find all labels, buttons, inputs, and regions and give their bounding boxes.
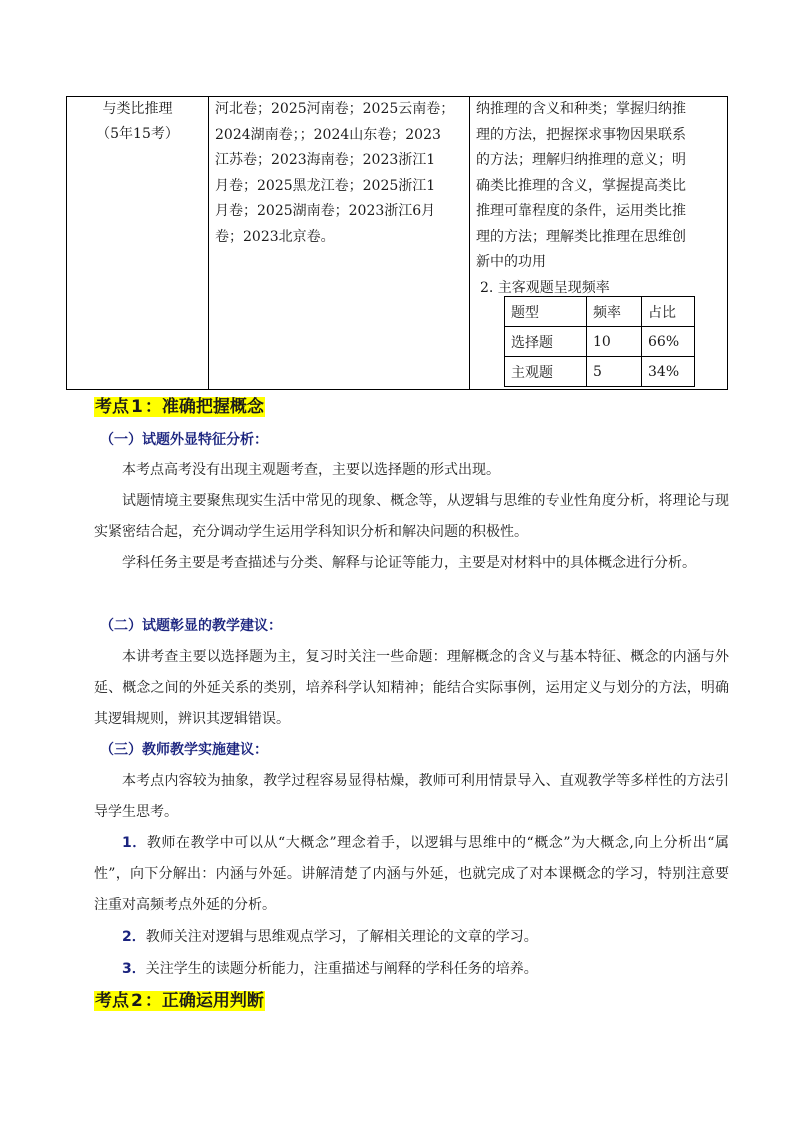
list-item: 2．教师关注对逻辑与思维观点学习，了解相关理论的文章的学习。 — [122, 929, 538, 945]
subheading-features: （一）试题外显特征分析： — [100, 432, 268, 448]
subheading-implementation: （三）教师教学实施建议： — [100, 742, 268, 758]
table-cell-exams — [215, 97, 469, 250]
requirement-line: 确类比推理的含义，掌握提高类比 — [476, 177, 686, 194]
table-cell: 主观题 — [505, 357, 587, 387]
exam-line: 2024湖南卷；；2024山东卷；2023 — [215, 126, 441, 143]
exam-line: 江苏卷；2023海南卷；2023浙江1 — [215, 152, 436, 168]
table-cell: 选择题 — [505, 327, 587, 357]
table-column-divider — [208, 97, 209, 389]
requirement-line: 推理可靠程度的条件，运用类比推 — [476, 203, 686, 219]
requirement-line: 纳推理的含义和种类；掌握归纳推 — [476, 101, 686, 117]
table-cell-requirements — [476, 97, 726, 301]
table-cell: 34% — [642, 357, 695, 387]
requirement-line: 新中的功用 — [476, 254, 546, 270]
table-cell: 66% — [642, 327, 695, 357]
section-heading-1: 考点 1 ：准确把握概念 — [95, 397, 264, 417]
requirement-line: 理的方法，把握探求事物因果联系 — [476, 126, 686, 143]
table-row — [505, 327, 695, 357]
table-row — [505, 357, 695, 387]
frequency-table — [504, 296, 695, 387]
list-item: 3．关注学生的读题分析能力，注重描述与阐释的学科任务的培养。 — [122, 961, 538, 977]
exam-line: 卷；2023北京卷。 — [215, 228, 335, 245]
paragraph: 本考点内容较为抽象，教学过程容易显得枯燥，教师可利用情景导入、直观教学等多样性的方法引导学生思考。 — [94, 773, 729, 820]
exam-line: 月卷；2025湖南卷；2023浙江6月 — [215, 203, 436, 219]
topic-name: 与类比推理 — [102, 101, 173, 117]
exam-line: 月卷；2025黑龙江卷；2025浙江1 — [215, 177, 436, 194]
paragraph: 学科任务主要是考查描述与分类、解释与论证等能力，主要是对材料中的具体概念进行分析。 — [122, 555, 696, 571]
list-item: 1．教师在教学中可以从“大概念”理念着手，以逻辑与思维中的“概念”为大概念,向上分析出“属性”，向下分解出：内涵与外延。讲解清楚了内涵与外延，也就完成了对本课概念的学习，特别注意要注重对高频考点外延的分析。 — [94, 835, 730, 913]
table-cell-topic — [67, 97, 208, 147]
table-header-cell: 频率 — [587, 297, 642, 327]
subheading-suggestions: （二）试题彰显的教学建议： — [100, 618, 282, 634]
table-header-cell: 占比 — [642, 297, 695, 327]
frequency-title: 2. 主客观题呈现频率 — [480, 279, 610, 296]
table-cell: 10 — [587, 327, 642, 357]
requirement-line: 的方法；理解归纳推理的意义；明 — [476, 152, 686, 168]
table-header-cell: 题型 — [505, 297, 587, 327]
table-column-divider — [469, 97, 470, 389]
paragraph: 试题情境主要聚焦现实生活中常见的现象、概念等，从逻辑与思维的专业性角度分析，将理论与现实紧密结合起，充分调动学生运用学科知识分析和解决问题的积极性。 — [94, 493, 729, 540]
exam-summary-table — [66, 96, 728, 390]
section-heading-2: 考点 2 ：正确运用判断 — [95, 991, 264, 1011]
table-cell: 5 — [587, 357, 642, 387]
table-row — [505, 297, 695, 327]
paragraph: 本考点高考没有出现主观题考查，主要以选择题的形式出现。 — [122, 462, 500, 478]
requirement-line: 理的方法；理解类比推理在思维创 — [476, 228, 686, 245]
exam-line: 河北卷；2025河南卷；2025云南卷； — [215, 101, 455, 117]
topic-count: （5年15考） — [96, 126, 179, 142]
paragraph: 本讲考查主要以选择题为主，复习时关注一些命题：理解概念的含义与基本特征、概念的内涵与外延、概念之间的外延关系的类别，培养科学认知精神；能结合实际事例，运用定义与划分的方法，明确其逻辑规则，辨识其逻辑错误。 — [94, 649, 729, 727]
